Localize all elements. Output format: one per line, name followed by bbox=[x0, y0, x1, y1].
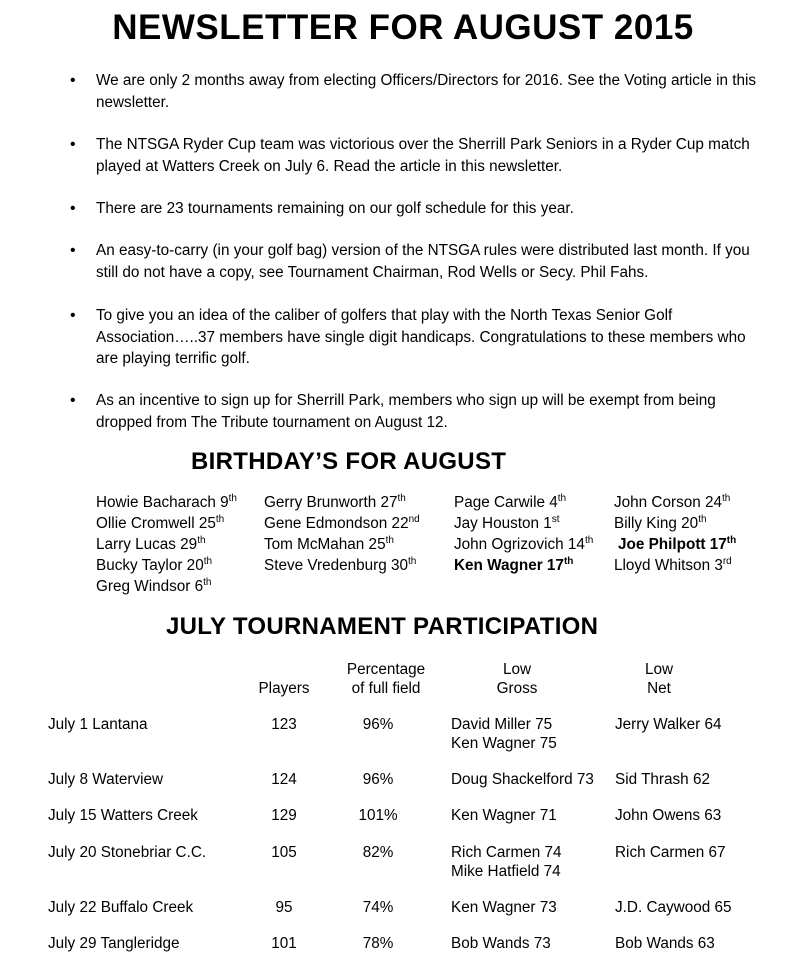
birthday-ordinal-suffix: th bbox=[203, 555, 213, 567]
birthday-entry bbox=[454, 494, 566, 512]
birthday-ordinal-suffix: th bbox=[408, 555, 417, 567]
birthday-entry bbox=[618, 536, 736, 554]
birthday-name: Gene Edmondson 22 bbox=[264, 515, 409, 532]
cell-low-gross: Mike Hatfield 74 bbox=[451, 863, 561, 880]
cell-low-net: Jerry Walker 64 bbox=[615, 716, 722, 733]
birthday-name: Ollie Cromwell 25 bbox=[96, 515, 216, 532]
header-percentage-line2: of full field bbox=[351, 680, 421, 697]
birthday-name: Bucky Taylor 20 bbox=[96, 557, 204, 574]
cell-event: July 22 Buffalo Creek bbox=[48, 899, 194, 916]
cell-event: July 20 Stonebriar C.C. bbox=[48, 844, 207, 861]
birthday-ordinal-suffix: th bbox=[228, 492, 237, 504]
birthday-name: Page Carwile 4 bbox=[454, 494, 558, 511]
news-bullet-tournaments-remaining: • There are 23 tournaments remaining on our golf schedule for this year. bbox=[62, 198, 762, 220]
birthday-name: Gerry Brunworth 27 bbox=[264, 494, 398, 511]
birthday-name: Joe Philpott 17 bbox=[618, 536, 727, 553]
cell-low-gross: Rich Carmen 74 bbox=[451, 844, 562, 861]
cell-event: July 8 Waterview bbox=[48, 771, 164, 788]
birthday-entry bbox=[96, 515, 224, 533]
cell-event: July 1 Lantana bbox=[48, 716, 148, 733]
header-low-net-line2: Net bbox=[647, 680, 671, 697]
birthday-ordinal-suffix: nd bbox=[408, 513, 420, 525]
header-percentage-line1: Percentage bbox=[346, 661, 426, 678]
birthday-ordinal-suffix: th bbox=[397, 492, 406, 504]
birthday-ordinal-suffix: rd bbox=[722, 555, 732, 567]
cell-low-gross: Doug Shackelford 73 bbox=[451, 771, 594, 788]
cell-low-net: John Owens 63 bbox=[615, 807, 722, 824]
birthday-name: Howie Bacharach 9 bbox=[96, 494, 229, 511]
cell-low-gross: Bob Wands 73 bbox=[451, 935, 551, 952]
birthday-ordinal-suffix: th bbox=[722, 492, 731, 504]
birthday-entry bbox=[614, 515, 707, 533]
birthday-name: Greg Windsor 6 bbox=[96, 578, 204, 595]
cell-event: July 29 Tangleridge bbox=[48, 935, 180, 952]
cell-low-net: J.D. Caywood 65 bbox=[615, 899, 732, 916]
cell-percentage: 74% bbox=[362, 899, 394, 916]
cell-players: 123 bbox=[271, 716, 297, 733]
birthday-ordinal-suffix: th bbox=[203, 576, 212, 588]
header-low-gross-line2: Gross bbox=[496, 680, 538, 697]
birthday-name: John Corson 24 bbox=[614, 494, 722, 511]
birthday-ordinal-suffix: st bbox=[551, 513, 560, 525]
cell-players: 101 bbox=[271, 935, 297, 952]
cell-percentage: 101% bbox=[358, 807, 398, 824]
header-players: Players bbox=[258, 680, 310, 697]
cell-low-gross: Ken Wagner 73 bbox=[451, 899, 557, 916]
birthday-entry bbox=[264, 536, 394, 554]
header-low-net-line1: Low bbox=[644, 661, 674, 678]
cell-low-net: Bob Wands 63 bbox=[615, 935, 715, 952]
birthday-name: Jay Houston 1 bbox=[454, 515, 552, 532]
birthday-entry bbox=[454, 557, 573, 575]
birthday-name: Tom McMahan 25 bbox=[264, 536, 386, 553]
header-low-gross bbox=[477, 660, 557, 698]
birthday-ordinal-suffix: th bbox=[698, 513, 707, 525]
birthday-name: Ken Wagner 17 bbox=[454, 557, 564, 574]
birthday-name: Billy King 20 bbox=[614, 515, 699, 532]
birthday-ordinal-suffix: th bbox=[557, 492, 567, 504]
birthday-entry bbox=[454, 515, 560, 533]
birthday-ordinal-suffix: th bbox=[197, 534, 206, 546]
birthday-name: Lloyd Whitson 3 bbox=[614, 557, 723, 574]
birthday-entry bbox=[264, 515, 420, 533]
participation-heading: JULY TOURNAMENT PARTICIPATION bbox=[166, 613, 599, 640]
cell-players: 124 bbox=[271, 771, 297, 788]
header-percentage bbox=[331, 660, 441, 698]
birthday-entry bbox=[96, 494, 237, 512]
cell-percentage: 82% bbox=[362, 844, 394, 861]
news-bullet-ryder-cup: • The NTSGA Ryder Cup team was victorious over the Sherrill Park Seniors in a Ryder Cup match played at Watters Creek on July 6. Read the article in this newsletter. bbox=[62, 134, 762, 177]
birthday-ordinal-suffix: th bbox=[584, 534, 594, 546]
news-bullet-rules-card: • An easy-to-carry (in your golf bag) version of the NTSGA rules were distributed last month. If you still do not have a copy, see Tournament Chairman, Rod Wells or Secy. Phil Fahs. bbox=[62, 240, 762, 283]
birthday-name: Steve Vredenburg 30 bbox=[264, 557, 409, 574]
cell-low-gross: David Miller 75 bbox=[451, 716, 553, 733]
birthdays-heading: BIRTHDAY’S FOR AUGUST bbox=[191, 448, 507, 475]
birthday-entry bbox=[454, 536, 593, 554]
cell-percentage: 96% bbox=[362, 716, 394, 733]
cell-percentage: 78% bbox=[362, 935, 394, 952]
birthday-entry bbox=[614, 494, 730, 512]
birthday-entry bbox=[96, 536, 206, 554]
birthday-entry bbox=[96, 578, 211, 596]
cell-players: 105 bbox=[271, 844, 297, 861]
cell-percentage: 96% bbox=[362, 771, 394, 788]
news-bullet-handicaps: • To give you an idea of the caliber of golfers that play with the North Texas Senior Golf Association…..37 members have single digit handicaps. Congratulations to these members who are playing terrific golf. bbox=[62, 305, 762, 370]
birthday-entry bbox=[96, 557, 212, 575]
birthday-entry bbox=[614, 557, 732, 575]
header-low-gross-line1: Low bbox=[502, 661, 532, 678]
birthday-name: Larry Lucas 29 bbox=[96, 536, 198, 553]
news-bullet-voting: • We are only 2 months away from electing Officers/Directors for 2016. See the Voting article in this newsletter. bbox=[62, 70, 762, 113]
birthday-name: John Ogrizovich 14 bbox=[454, 536, 585, 553]
cell-event: July 15 Watters Creek bbox=[48, 807, 198, 824]
cell-players: 95 bbox=[275, 899, 293, 916]
birthday-entry bbox=[264, 557, 416, 575]
header-low-net bbox=[619, 660, 699, 698]
birthday-ordinal-suffix: th bbox=[726, 534, 737, 546]
cell-low-net: Rich Carmen 67 bbox=[615, 844, 726, 861]
news-bullet-sherrill-park: • As an incentive to sign up for Sherrill Park, members who sign up will be exempt from being dropped from The Tribute tournament on August 12. bbox=[62, 390, 762, 433]
birthday-ordinal-suffix: th bbox=[563, 555, 574, 567]
cell-low-gross: Ken Wagner 71 bbox=[451, 807, 557, 824]
birthday-ordinal-suffix: th bbox=[385, 534, 394, 546]
newsletter-title: NEWSLETTER FOR AUGUST 2015 bbox=[112, 8, 694, 47]
cell-low-net: Sid Thrash 62 bbox=[615, 771, 710, 788]
cell-players: 129 bbox=[271, 807, 297, 824]
birthday-ordinal-suffix: th bbox=[215, 513, 225, 525]
birthday-entry bbox=[264, 494, 406, 512]
cell-low-gross: Ken Wagner 75 bbox=[451, 735, 557, 752]
